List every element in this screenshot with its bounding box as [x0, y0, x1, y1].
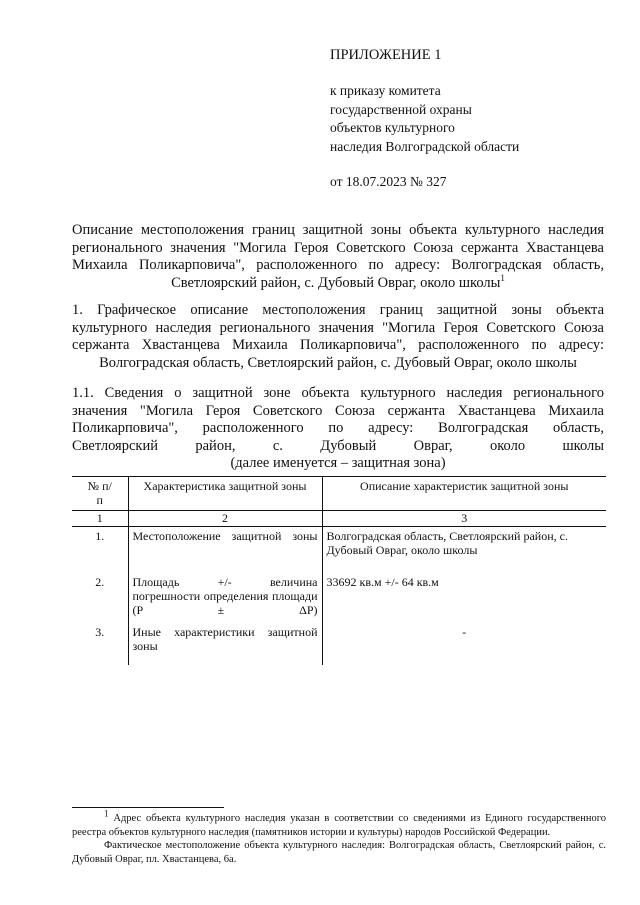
- order-line: объектов культурного: [330, 120, 455, 135]
- text-line: Волгоградская область, Светлоярский район, с. Дубовый Овраг, около школы: [99, 354, 577, 371]
- row-number: 3.: [72, 623, 128, 665]
- text-line: 1. Графическое описание местоположения границ защитной зоны объекта: [72, 302, 604, 318]
- table-header-row: [72, 477, 606, 511]
- text-line: (далее именуется – защитная зона): [230, 455, 446, 472]
- footnotes: [72, 808, 606, 866]
- row-characteristic: [128, 573, 322, 623]
- row-characteristic-text: Иные характеристики защитной зоны: [132, 624, 318, 653]
- footnote-1: [72, 808, 606, 839]
- table-row: [72, 526, 606, 573]
- text-line: сержанта Хвастанцева Михаила Поликарповича", расположенного по адресу:: [72, 337, 604, 354]
- order-date: от 18.07.2023 № 327: [330, 174, 447, 189]
- text-line: Описание местоположения границ защитной зоны объекта культурного наследия: [72, 222, 604, 238]
- section-1-1: [72, 385, 604, 471]
- order-reference: [330, 82, 519, 156]
- text-line-last: [72, 272, 604, 293]
- row-characteristic-text: Площадь +/- величина погрешности определения площади: [132, 574, 318, 603]
- table-column-numbers-row: [72, 511, 606, 526]
- row-description: -: [322, 623, 606, 665]
- column-number: 2: [128, 511, 322, 526]
- row-characteristic: [128, 623, 322, 665]
- table-row: [72, 573, 606, 623]
- text-line: значения "Могила Героя Советского Союза сержанта Хвастанцева Михаила: [72, 402, 604, 419]
- footnote-text: Адрес объекта культурного наследия указан в соответствии со сведениями из Единого государственного реестра объектов культурного наследия (памятников истории и культуры) народов Российской Федерации.: [72, 813, 606, 838]
- text-line: культурного наследия регионального значения "Могила Героя Советского Союза: [72, 319, 604, 336]
- footnote-mark: 1: [500, 272, 505, 283]
- row-characteristic-text: Местоположение защитной зоны: [132, 528, 318, 543]
- protection-zone-table: [72, 476, 606, 665]
- text-line: Поликарповича", расположенного по адресу: Волгоградская область,: [72, 420, 604, 437]
- area-formula: (P ± ΔP): [132, 603, 318, 618]
- row-number: 2.: [72, 573, 128, 623]
- order-line: государственной охраны: [330, 101, 472, 117]
- table-row: [72, 623, 606, 665]
- text-line: Светлоярский район, с. Дубовый Овраг, около школы: [72, 437, 604, 454]
- boundary-description: [72, 222, 604, 292]
- text-line: регионального значения "Могила Героя Советского Союза сержанта Хвастанцева: [72, 239, 604, 256]
- text-line: Светлоярский район, с. Дубовый Овраг, около школы: [171, 274, 501, 291]
- section-1: [72, 302, 604, 372]
- column-number: 1: [72, 511, 128, 526]
- row-characteristic: [128, 526, 322, 573]
- header-cell-description: Описание характеристик защитной зоны: [322, 477, 606, 511]
- column-number: 3: [322, 511, 606, 526]
- appendix-header: [330, 46, 441, 65]
- row-description: Волгоградская область, Светлоярский район, с. Дубовый Овраг, около школы: [322, 526, 606, 573]
- text-line: 1.1. Сведения о защитной зоне объекта культурного наследия регионального: [72, 385, 604, 401]
- order-line: наследия Волгоградской области: [330, 138, 520, 154]
- row-number: 1.: [72, 526, 128, 573]
- footnote-2: Фактическое местоположение объекта культурного наследия: Волгоградская область, Светлоярский район, с. Дубовый Овраг, пл. Хвастанцева, 6а.: [72, 840, 606, 865]
- text-line: Михаила Поликарповича", расположенного по адресу: Волгоградская область,: [72, 257, 604, 274]
- footnote-mark: 1: [104, 808, 109, 819]
- row-description: 33692 кв.м +/- 64 кв.м: [322, 573, 606, 623]
- header-cell-characteristic: Характеристика защитной зоны: [128, 477, 322, 511]
- order-line: к приказу комитета: [330, 83, 441, 98]
- header-cell-number: № п/п: [72, 477, 128, 511]
- appendix-title: ПРИЛОЖЕНИЕ 1: [330, 47, 442, 63]
- footnote-separator: [72, 807, 224, 808]
